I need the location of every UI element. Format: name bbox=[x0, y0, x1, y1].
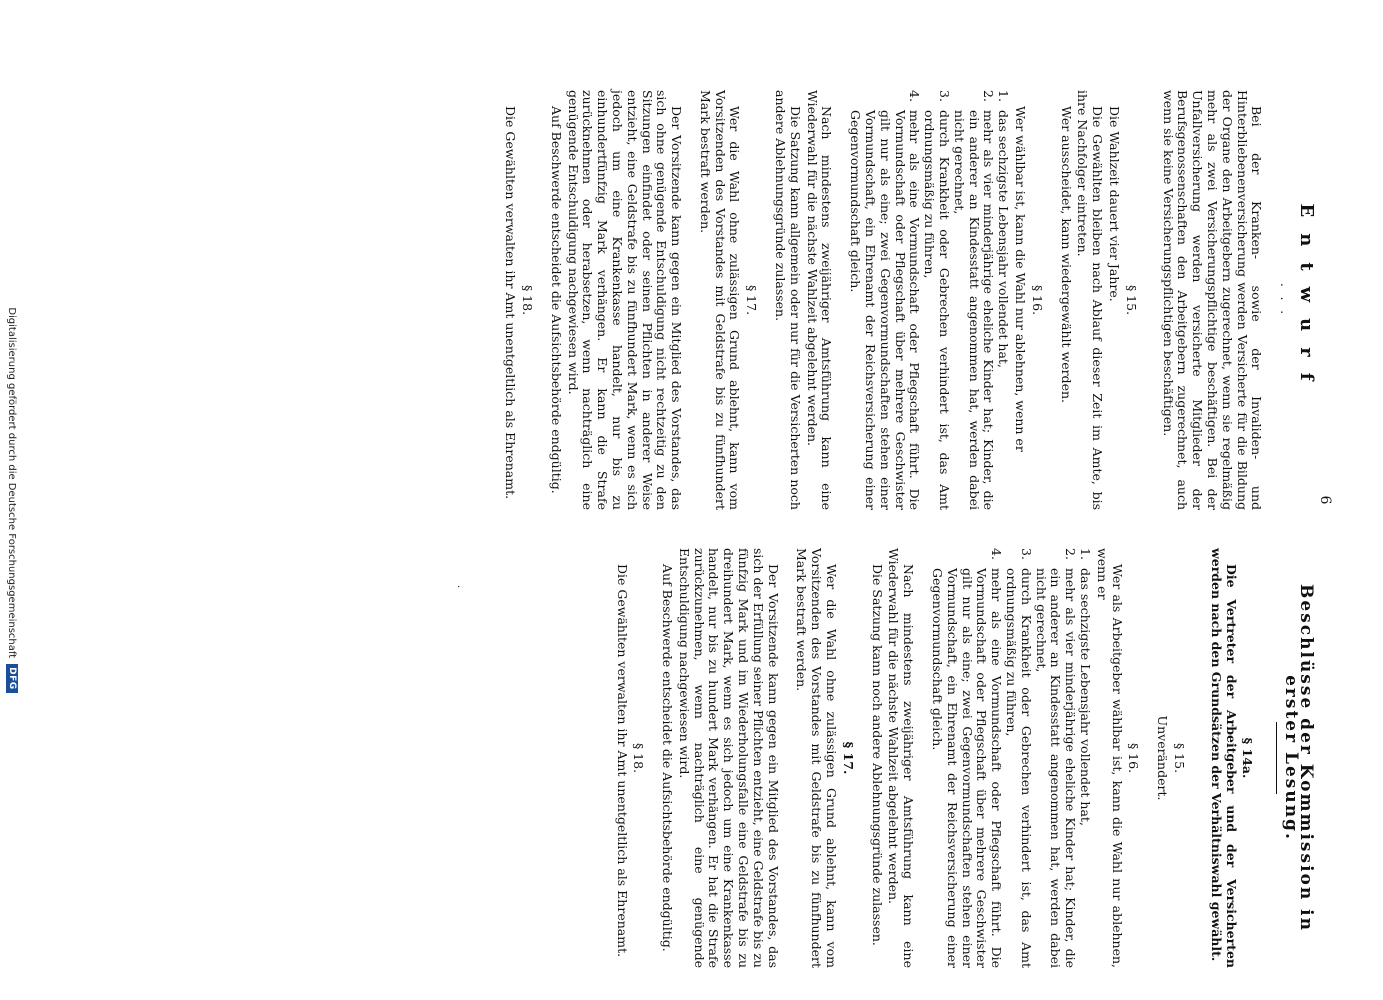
list-item-number: 1. bbox=[1078, 548, 1094, 560]
draft-section-16-paragraph-3: Die Satzung kann allgemein oder nur für die Versicherten noch andere Ablehnungsgründe zulassen. bbox=[773, 90, 803, 510]
draft-section-15-paragraph-2: Die Gewählten bleiben nach Ablauf dieser Zeit im Amte, bis ihre Nachfolger eintreten. bbox=[1075, 90, 1106, 510]
commission-section-14a-text: Die Vertreter der Arbeitgeber und der Versicherten werden nach den Grundsätzen der Verhältniswahl gewählt. bbox=[1208, 548, 1239, 968]
draft-section-16-paragraph-2: Nach mindestens zweijähriger Amtsführung kann eine Wiederwahl für die nächste Wahlzeit abgelehnt werden. bbox=[804, 90, 835, 510]
list-item bbox=[847, 90, 921, 510]
list-item-text: mehr als vier minderjährige eheliche Kinder hat; Kinder, die ein anderer an Kindesstatt angenommen hat, werden dabei nicht gerechnet, bbox=[1033, 568, 1079, 968]
commission-section-15-title: § 15. bbox=[1172, 742, 1188, 774]
commission-section-18-paragraph-1: Die Gewählten verwalten ihr Amt unentgeltlich als Ehrenamt. bbox=[614, 564, 630, 958]
draft-section-15-title: § 15. bbox=[1123, 284, 1139, 316]
scan-speck: · bbox=[452, 585, 463, 589]
list-item-number: 2. bbox=[981, 90, 997, 102]
draft-section-17-paragraph-1: Wer die Wahl ohne zulässigen Grund ablehnt, kann vom Vorsitzenden des Vorstandes mit Geldstrafe bis zu fünfhundert Mark bestraft werden. bbox=[697, 90, 743, 510]
commission-section-16-paragraph-3: Die Satzung kann noch andere Ablehnungsgründe zulassen. bbox=[869, 564, 885, 946]
commission-heading: Beschlüsse der Kommission in erster Lesung. bbox=[1281, 584, 1316, 932]
commission-section-14a-title: § 14a. bbox=[1240, 737, 1256, 779]
list-item bbox=[995, 90, 1010, 510]
commission-section-17-paragraph-3: Auf Beschwerde entscheidet die Aufsichtsbehörde endgültig. bbox=[660, 564, 676, 952]
commission-section-15-text: Unverändert. bbox=[1155, 715, 1171, 801]
commission-section-16-title: § 16. bbox=[1126, 742, 1142, 774]
draft-section-17-title: § 17. bbox=[744, 284, 760, 316]
list-item-number: 3. bbox=[1018, 548, 1034, 560]
list-item-text: mehr als eine Vormundschaft oder Pflegschaft führt. Die Vormundschaft oder Pflegschaft über mehrere Geschwister gilt nur als eine; zwei Gegenvormundschaften stehen einer Vormundschaft, ein Ehrenamt der Reichsversicherung einer Gegenvormundschaft gleich. bbox=[930, 568, 1005, 968]
list-item-text: mehr als eine Vormundschaft oder Pflegschaft führt. Die Vormundschaft oder Pflegschaft über mehrere Geschwister gilt nur als eine; zwei Gegenvormundschaften stehen einer Vormundschaft, ein Ehrenamt der Reichsversicherung einer Gegenvormundschaft gleich. bbox=[848, 110, 923, 510]
list-item bbox=[1003, 548, 1033, 968]
list-item-number: 2. bbox=[1063, 548, 1079, 560]
digitization-footer bbox=[6, 0, 18, 1000]
list-item-number: 3. bbox=[937, 90, 953, 102]
draft-section-17-paragraph-3: Auf Beschwerde entscheidet die Aufsichtsbehörde endgültig. bbox=[548, 106, 564, 494]
commission-section-16-lead: Wer als Arbeitgeber wählbar ist, kann die Wahl nur ablehnen, wenn er bbox=[1094, 548, 1125, 968]
list-item-number: 1. bbox=[996, 90, 1012, 102]
list-item-number: 4. bbox=[907, 90, 923, 102]
list-item-text: durch Krankheit oder Gebrechen verhindert ist, das Amt ordnungsmäßig zu führen, bbox=[922, 110, 953, 510]
list-item-text: mehr als vier minderjährige eheliche Kinder hat; Kinder, die ein anderer an Kindesstatt angenommen hat, werden dabei nicht gerechnet, bbox=[951, 110, 997, 510]
draft-section-18-paragraph-1: Die Gewählten verwalten ihr Amt unentgeltlich als Ehrenamt. bbox=[503, 106, 519, 500]
draft-section-15-paragraph-3: Wer ausscheidet, kann wiedergewählt werden. bbox=[1058, 106, 1074, 403]
draft-section-16-list bbox=[847, 90, 1010, 510]
draft-section-16-title: § 16. bbox=[1029, 284, 1045, 316]
list-item-text: das sechzigste Lebensjahr vollendet hat, bbox=[996, 110, 1012, 368]
list-item-text: das sechzigste Lebensjahr vollendet hat, bbox=[1078, 568, 1094, 826]
draft-section-17-paragraph-2: Der Vorsitzende kann gegen ein Mitglied des Vorstandes, das sich ohne genügende Entschuldigung nicht rechtzeitig zu den Sitzungen einfindet oder seinen Pflichten in anderer Weise entzieht, eine Geldstrafe bis zu fünfhundert Mark, wenn es sich jedoch um eine Krankenkasse handelt, nur bis zu einhundertfünfzig Mark verhängen. Er kann die Strafe zurücknehmen oder herabsetzen, wenn nachträglich eine genügende Entschuldigung nachgewiesen wird. bbox=[565, 90, 685, 510]
list-item bbox=[1077, 548, 1092, 968]
list-item-text: durch Krankheit oder Gebrechen verhindert ist, das Amt ordnungsmäßig zu führen, bbox=[1004, 568, 1034, 968]
commission-section-17-title: § 17. bbox=[840, 741, 856, 775]
list-item-number: 4. bbox=[989, 548, 1005, 560]
commission-section-16-list bbox=[929, 548, 1092, 968]
dfg-logo-icon: DFG bbox=[6, 664, 18, 693]
footer-credit-text: Digitalisierung gefördert durch die Deutsche Forschungsgemeinschaft bbox=[6, 307, 18, 659]
draft-section-18-title: § 18. bbox=[519, 284, 535, 316]
list-item bbox=[1033, 548, 1077, 968]
draft-column bbox=[500, 90, 1317, 510]
heading-divider bbox=[1276, 722, 1277, 794]
list-item bbox=[921, 90, 951, 510]
commission-section-16-paragraph-2: Nach mindestens zweijähriger Amtsführung kann eine Wiederwahl für die nächste Wahlzeit abgelehnt werden. bbox=[886, 548, 917, 968]
commission-column bbox=[612, 548, 1316, 968]
draft-section-15-paragraph-1: Die Wahlzeit dauert vier Jahre. bbox=[1107, 106, 1123, 302]
commission-section-18-title: § 18. bbox=[631, 742, 647, 774]
draft-intro-paragraph: Bei der Kranken- sowie der Invaliden- und Hinterbliebenenversicherung werden Versicherte für die Bildung der Organe den Arbeitgebern zugerechnet, wenn sie regelmäßig mehr als zwei Versicherungspflichtige beschäftigen. Bei der Unfallversicherung werden versicherte Mitglieder der Berufsgenossenschaften den Arbeitgebern zugerechnet, auch wenn sie keine Versicherungspflichtigen beschäftigen. bbox=[1160, 90, 1265, 510]
list-item bbox=[951, 90, 995, 510]
heading-ornament: . . . bbox=[1278, 282, 1293, 318]
commission-section-17-paragraph-2: Der Vorsitzende kann gegen ein Mitglied des Vorstandes, das sich der Erfüllung seiner Pflichten entzieht, eine Geldstrafe bis zu fünfzig Mark und im Wiederholungsfalle eine Geldstrafe bis zu dreihundert Mark, wenn es sich jedoch um eine Krankenkasse handelt, nur bis zu hundert Mark verhängen. Er hat die Strafe zurückzunehmen, wenn nachträglich eine genügende Entschuldigung nachgewiesen wird. bbox=[676, 548, 781, 968]
page-number: 6 bbox=[1317, 495, 1333, 505]
draft-heading: Entwurf bbox=[1296, 203, 1317, 397]
commission-section-17-paragraph-1: Wer die Wahl ohne zulässigen Grund ablehnt, kann vom Vorsitzenden des Vorstandes mit Geldstrafe bis zu fünfhundert Mark bestraft werden. bbox=[794, 548, 840, 968]
draft-section-16-lead: Wer wählbar ist, kann die Wahl nur ablehnen, wenn er bbox=[1013, 106, 1029, 452]
list-item bbox=[929, 548, 1003, 968]
